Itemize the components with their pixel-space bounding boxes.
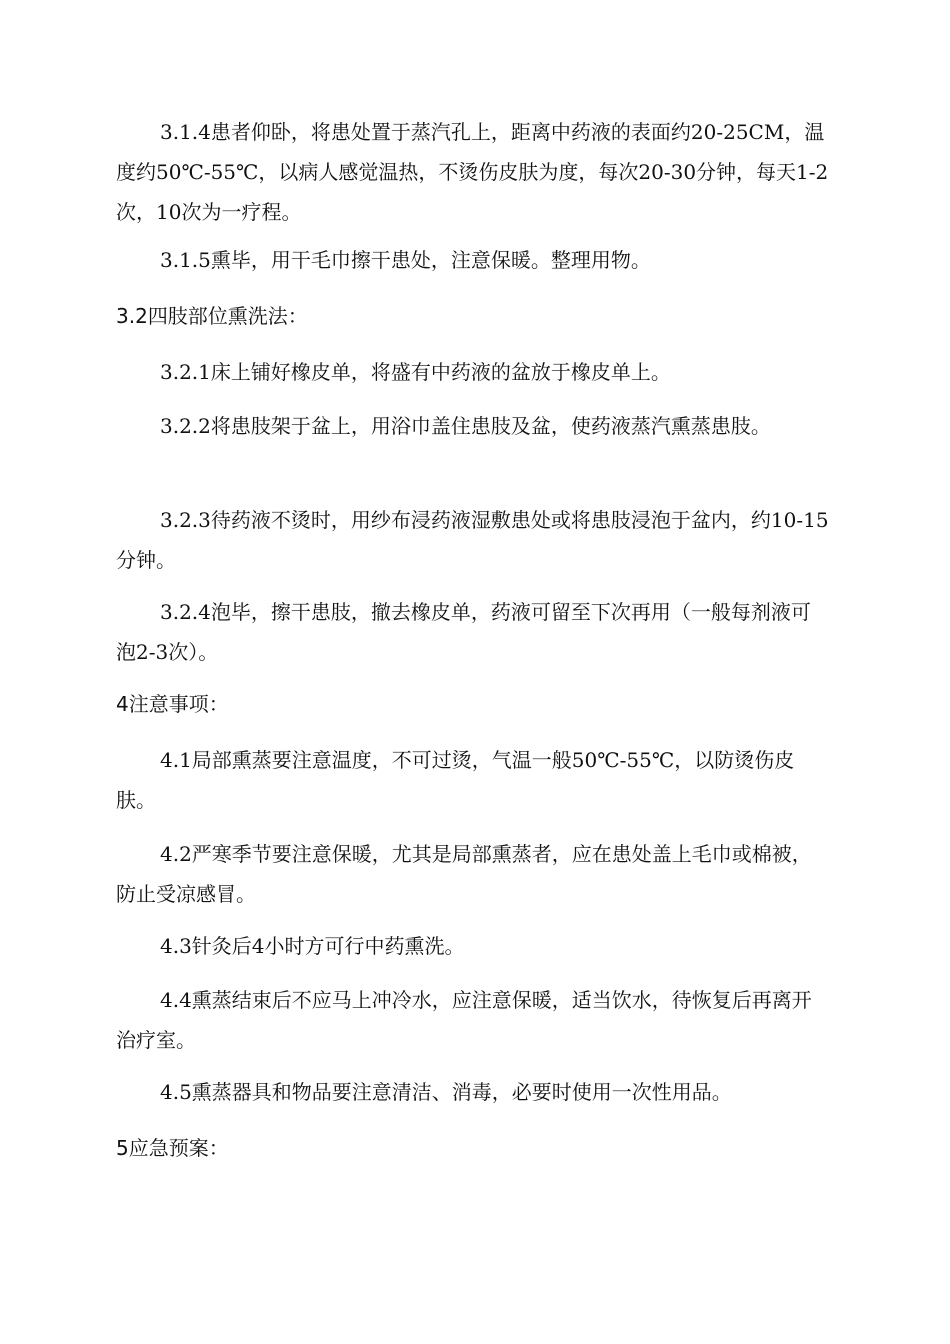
paragraph-3-2-2: 3.2.2将患肢架于盆上，用浴巾盖住患肢及盆，使药液蒸汽熏蒸患肢。	[160, 414, 771, 438]
paragraph-4-5: 4.5熏蒸器具和物品要注意清洁、消毒，必要时使用一次性用品。	[160, 1080, 732, 1104]
paragraph-3-2-3: 3.2.3待药液不烫时，用纱布浸药液湿敷患处或将患肢浸泡于盆内，约10-15分钟。	[116, 508, 829, 572]
section-number: 5	[116, 1136, 129, 1160]
paragraph-3-1-4: 3.1.4患者仰卧，将患处置于蒸汽孔上，距离中药液的表面约20-25CM，温度约50℃-55℃，以病人感觉温热，不烫伤皮肤为度，每次20-30分钟，每天1-2次，10次为一疗程。	[116, 120, 829, 224]
section-number: 4	[116, 692, 129, 716]
paragraph-4-4: 4.4熏蒸结束后不应马上冲冷水，应注意保暖，适当饮水，待恢复后再离开治疗室。	[116, 988, 812, 1052]
section-heading-3-2	[116, 296, 830, 336]
section-title: 应急预案：	[128, 1136, 229, 1160]
section-title: 注意事项：	[128, 692, 229, 716]
section-heading-5	[116, 1128, 830, 1168]
paragraph-3-2-4: 3.2.4泡毕，擦干患肢，撤去橡皮单，药液可留至下次再用（一般每剂液可泡2-3次）。	[116, 600, 811, 664]
paragraph-3-1-5: 3.1.5熏毕，用干毛巾擦干患处，注意保暖。整理用物。	[160, 248, 651, 272]
paragraph-4-2: 4.2严寒季节要注意保暖，尤其是局部熏蒸者，应在患处盖上毛巾或棉被，防止受凉感冒。	[116, 842, 812, 906]
paragraph-4-3: 4.3针灸后4小时方可行中药熏洗。	[160, 934, 465, 958]
section-heading-4	[116, 684, 830, 724]
section-number: 3.2	[116, 304, 148, 328]
paragraph-3-2-1: 3.2.1床上铺好橡皮单，将盛有中药液的盆放于橡皮单上。	[160, 360, 671, 384]
paragraph-4-1: 4.1局部熏蒸要注意温度，不可过烫，气温一般50℃-55℃，以防烫伤皮肤。	[116, 748, 795, 812]
section-title: 四肢部位熏洗法：	[147, 304, 308, 328]
